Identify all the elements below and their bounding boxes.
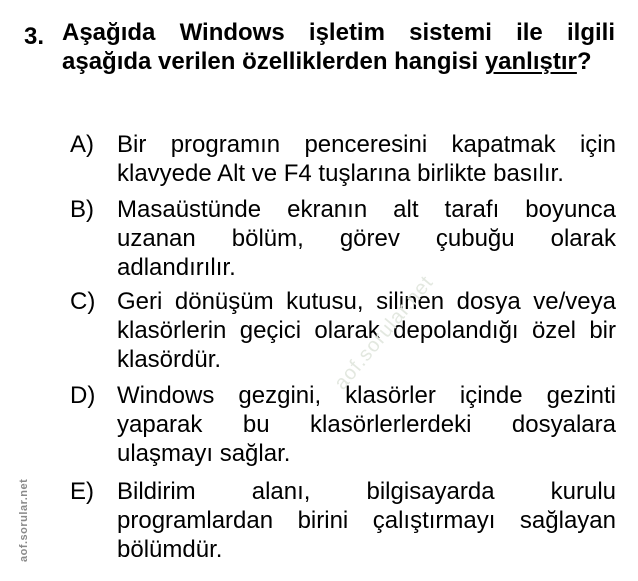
option-text: Bir programın penceresini kapatmak için klavyede Alt ve F4 tuşlarına birlikte basılır. bbox=[117, 131, 616, 187]
option-text: Geri dönüşüm kutusu, silinen dosya ve/veya klasörlerin geçici olarak depolandığı özel bir klasördür. bbox=[117, 288, 616, 373]
option-letter: D) bbox=[70, 382, 96, 409]
option-b[interactable] bbox=[70, 195, 616, 282]
option-letter: B) bbox=[70, 196, 94, 223]
option-c[interactable] bbox=[70, 287, 616, 374]
option-letter: E) bbox=[70, 478, 94, 505]
option-letter: A) bbox=[70, 131, 94, 158]
option-e[interactable] bbox=[70, 477, 616, 564]
option-text: Masaüstünde ekranın alt tarafı boyunca uzanan bölüm, görev çubuğu olarak adlandırılır. bbox=[117, 196, 616, 281]
watermark-side: aof.sorular.net bbox=[18, 478, 30, 562]
option-d[interactable] bbox=[70, 381, 616, 468]
option-text: Windows gezgini, klasörler içinde gezinti yaparak bu klasörlerlerdeki dosyalara ulaşmayı sağlar. bbox=[117, 382, 616, 467]
question-stem-end: ? bbox=[576, 48, 592, 75]
option-a[interactable] bbox=[70, 130, 616, 188]
question-number: 3. bbox=[24, 23, 45, 50]
question-stem-emphasis: yanlıştır bbox=[484, 48, 577, 75]
option-letter: C) bbox=[70, 288, 96, 315]
question-stem bbox=[62, 18, 615, 76]
question-stem-text: Aşağıda Windows işletim sistemi ile ilgili aşağıda verilen özelliklerden hangisi bbox=[62, 19, 615, 75]
option-text: Bildirim alanı, bilgisayarda kurulu programlardan birini çalıştırmayı sağlayan bölümdür. bbox=[117, 478, 616, 563]
watermark-diagonal: aof.sorular.net bbox=[330, 271, 438, 395]
